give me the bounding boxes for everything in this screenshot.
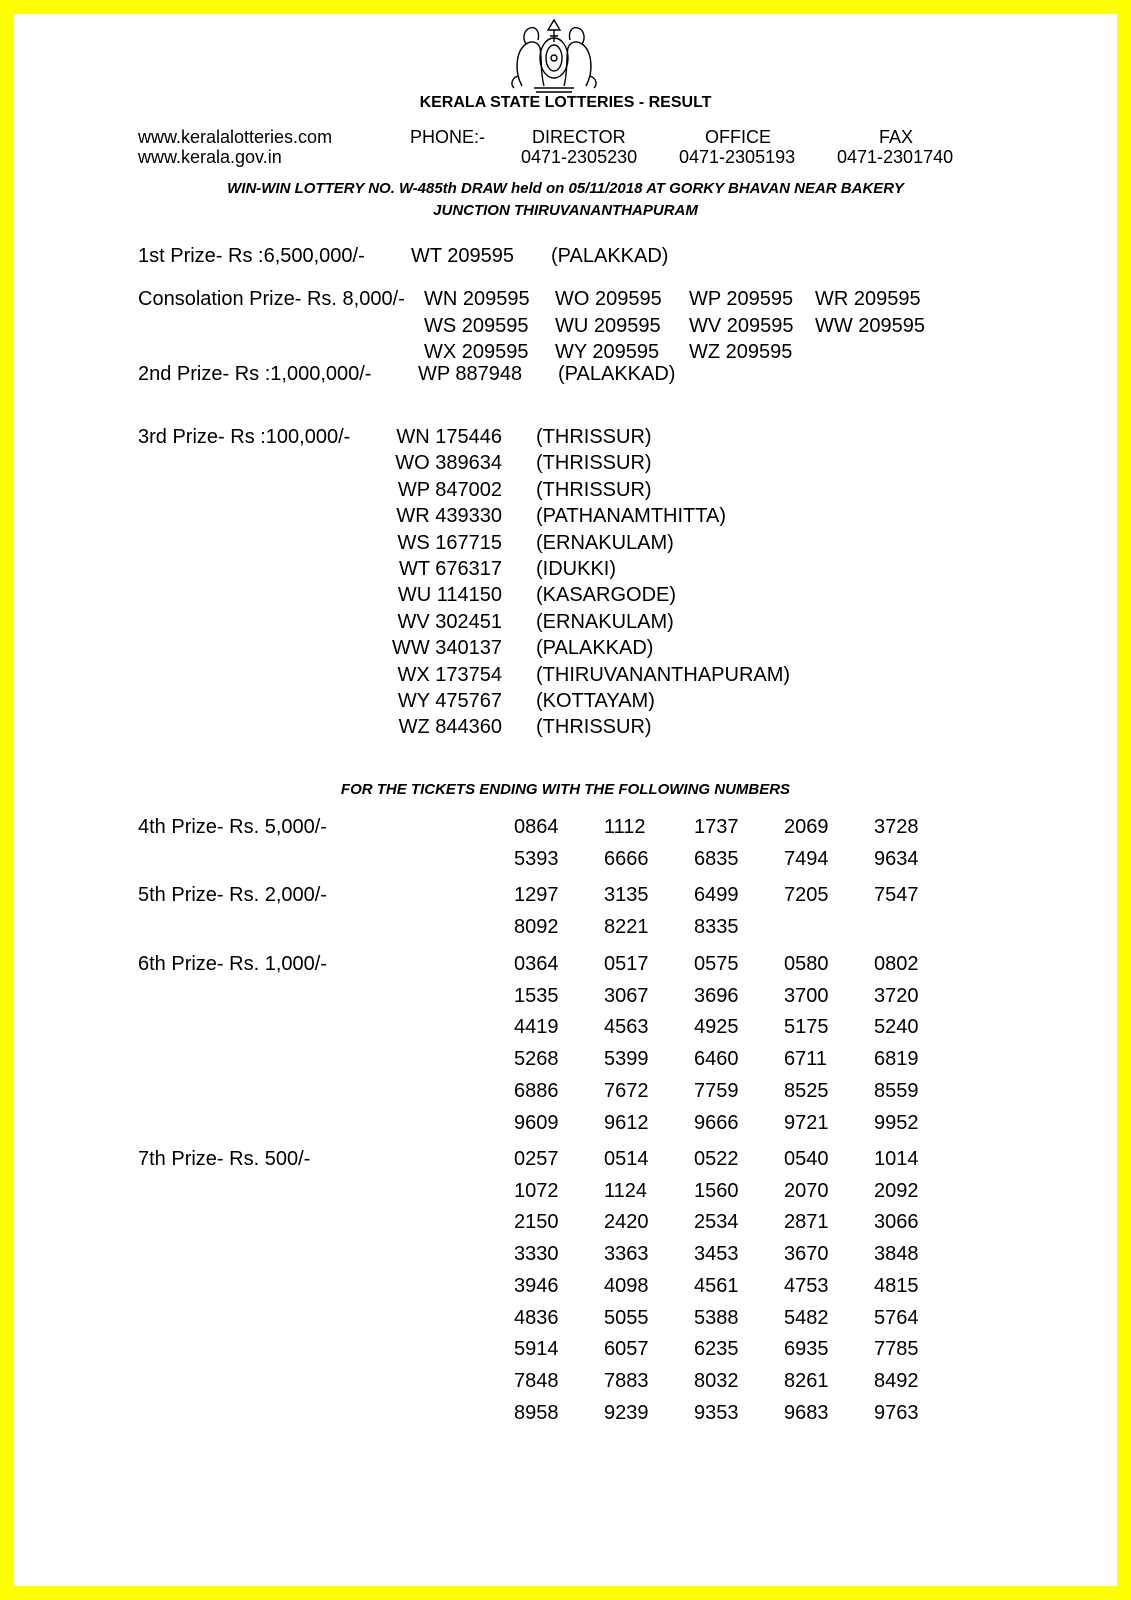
winning-number: 5388 xyxy=(694,1306,739,1329)
third-prize-ticket: WY 475767 xyxy=(397,690,502,712)
fax-phone: 0471-2301740 xyxy=(837,147,954,167)
winning-number: 3670 xyxy=(784,1243,829,1266)
first-prize-place: (PALAKKAD) xyxy=(551,245,669,267)
winning-number: 3696 xyxy=(694,984,739,1007)
second-prize-place: (PALAKKAD) xyxy=(558,363,676,385)
winning-number: 4563 xyxy=(604,1016,649,1039)
third-prize-ticket: WT 676317 xyxy=(398,558,502,580)
third-prize-place: (KASARGODE) xyxy=(536,584,677,607)
winning-number: 0802 xyxy=(874,953,919,975)
winning-number: 6935 xyxy=(784,1338,829,1361)
ending-numbers-heading: FOR THE TICKETS ENDING WITH THE FOLLOWING NUMBERS xyxy=(340,781,791,798)
third-prize-place: (THRISSUR) xyxy=(536,426,652,448)
winning-number: 5482 xyxy=(784,1306,829,1329)
winning-number: 1297 xyxy=(514,884,559,906)
draw-info-line-2: JUNCTION THIRUVANANTHAPURAM xyxy=(433,202,698,219)
winning-number: 9634 xyxy=(874,847,919,870)
winning-number: 5393 xyxy=(514,847,559,870)
winning-number: 1560 xyxy=(694,1179,739,1202)
winning-number: 5240 xyxy=(874,1016,919,1039)
winning-number: 6835 xyxy=(694,847,739,870)
winning-number: 8492 xyxy=(874,1369,919,1392)
winning-number: 9353 xyxy=(694,1401,739,1424)
winning-number: 7883 xyxy=(604,1369,649,1392)
third-prize-place: (THRISSUR) xyxy=(536,452,652,475)
winning-number: 3700 xyxy=(784,984,829,1007)
winning-number: 8221 xyxy=(604,915,649,938)
prize-label: 4th Prize- Rs. 5,000/- xyxy=(138,816,327,838)
winning-number: 5764 xyxy=(874,1306,919,1329)
consolation-prize-label: Consolation Prize- Rs. 8,000/- xyxy=(138,288,405,310)
winning-number: 3067 xyxy=(604,984,649,1007)
result-sheet xyxy=(14,14,1117,1586)
third-prize-place: (THIRUVANANTHAPURAM) xyxy=(536,663,791,686)
third-prize-place: (THRISSUR) xyxy=(536,478,652,501)
winning-number: 7547 xyxy=(874,884,919,906)
prize-label: 7th Prize- Rs. 500/- xyxy=(138,1148,311,1170)
third-prize-place: (ERNAKULAM) xyxy=(536,531,674,554)
winning-number: 4753 xyxy=(784,1274,829,1297)
winning-number: 9952 xyxy=(874,1111,919,1134)
winning-number: 8525 xyxy=(784,1079,829,1102)
winning-number: 7785 xyxy=(874,1338,919,1361)
consolation-ticket: WP 209595 xyxy=(689,288,794,310)
first-prize-ticket: WT 209595 xyxy=(411,245,515,267)
winning-number: 4098 xyxy=(604,1274,649,1297)
consolation-ticket: WV 209595 xyxy=(689,315,794,337)
office-label: OFFICE xyxy=(705,127,771,147)
third-prize-ticket: WN 175446 xyxy=(396,426,502,448)
winning-number: 9239 xyxy=(604,1401,649,1424)
winning-number: 9666 xyxy=(694,1111,739,1134)
page-title: KERALA STATE LOTTERIES - RESULT xyxy=(419,94,712,111)
third-prize-place: (PATHANAMTHITTA) xyxy=(536,505,726,528)
winning-number: 0514 xyxy=(604,1148,649,1170)
winning-number: 6886 xyxy=(514,1079,559,1102)
winning-number: 2092 xyxy=(874,1179,919,1202)
draw-info-line-1: WIN-WIN LOTTERY NO. W-485th DRAW held on 05/11/2018 AT GORKY BHAVAN NEAR BAKERY xyxy=(227,180,904,197)
first-prize-label: 1st Prize- Rs :6,500,000/- xyxy=(138,245,365,267)
fax-label: FAX xyxy=(879,127,914,147)
winning-number: 6460 xyxy=(694,1048,739,1071)
winning-number: 4836 xyxy=(514,1306,559,1329)
winning-number: 6666 xyxy=(604,847,649,870)
consolation-ticket: WY 209595 xyxy=(555,341,660,363)
winning-number: 9683 xyxy=(784,1401,829,1424)
winning-number: 0364 xyxy=(514,953,559,975)
winning-number: 6819 xyxy=(874,1048,919,1071)
winning-number: 1124 xyxy=(604,1179,648,1202)
winning-number: 0575 xyxy=(694,953,739,975)
consolation-ticket: WO 209595 xyxy=(555,288,662,310)
third-prize-ticket: WZ 844360 xyxy=(398,716,502,739)
winning-number: 0864 xyxy=(514,816,559,838)
winning-number: 8032 xyxy=(694,1369,739,1392)
website-link-2[interactable]: www.kerala.gov.in xyxy=(138,147,282,167)
consolation-ticket: WZ 209595 xyxy=(689,341,793,363)
winning-number: 4419 xyxy=(514,1016,559,1039)
winning-number: 7205 xyxy=(784,884,829,906)
winning-number: 6499 xyxy=(694,884,739,906)
winning-number: 9721 xyxy=(784,1111,829,1134)
third-prize-label: 3rd Prize- Rs :100,000/- xyxy=(138,426,351,448)
winning-number: 2420 xyxy=(604,1211,649,1234)
third-prize-ticket: WV 302451 xyxy=(397,610,502,633)
winning-number: 3135 xyxy=(604,884,649,906)
winning-number: 8958 xyxy=(514,1401,559,1424)
third-prize-ticket: WO 389634 xyxy=(395,452,502,475)
winning-number: 5055 xyxy=(604,1306,649,1329)
winning-number: 2150 xyxy=(514,1211,559,1234)
third-prize-place: (PALAKKAD) xyxy=(536,637,654,660)
winning-number: 3330 xyxy=(514,1243,559,1266)
third-prize-ticket: WR 439330 xyxy=(396,505,502,528)
phone-label: PHONE:- xyxy=(410,127,486,147)
winning-number: 3363 xyxy=(604,1243,649,1266)
winning-number: 7494 xyxy=(784,847,829,870)
winning-number: 7848 xyxy=(514,1369,559,1392)
winning-number: 3453 xyxy=(694,1243,739,1266)
winning-number: 2534 xyxy=(694,1211,739,1234)
third-prize-ticket: WW 340137 xyxy=(391,637,502,660)
winning-number: 6711 xyxy=(784,1048,828,1071)
winning-number: 9612 xyxy=(604,1111,649,1134)
prize-label: 5th Prize- Rs. 2,000/- xyxy=(138,884,327,906)
consolation-ticket: WN 209595 xyxy=(424,288,530,310)
consolation-ticket: WW 209595 xyxy=(815,315,926,337)
winning-number: 1535 xyxy=(514,984,559,1007)
director-label: DIRECTOR xyxy=(532,127,626,147)
winning-number: 1072 xyxy=(514,1179,559,1202)
winning-number: 7672 xyxy=(604,1079,649,1102)
winning-number: 5268 xyxy=(514,1048,559,1071)
winning-number: 2069 xyxy=(784,816,829,838)
winning-number: 4815 xyxy=(874,1274,919,1297)
winning-number: 4925 xyxy=(694,1016,739,1039)
third-prize-place: (THRISSUR) xyxy=(536,716,652,739)
consolation-ticket: WS 209595 xyxy=(424,315,529,337)
winning-number: 0517 xyxy=(604,953,649,975)
winning-number: 0522 xyxy=(694,1148,739,1170)
winning-number: 3946 xyxy=(514,1274,559,1297)
third-prize-ticket: WP 847002 xyxy=(397,478,502,501)
winning-number: 9763 xyxy=(874,1401,919,1424)
winning-number: 0257 xyxy=(514,1148,559,1170)
winning-number: 2070 xyxy=(784,1179,829,1202)
winning-number: 3720 xyxy=(874,984,919,1007)
third-prize-place: (KOTTAYAM) xyxy=(536,690,655,712)
third-prize-ticket: WX 173754 xyxy=(397,663,502,686)
website-link-1[interactable]: www.keralalotteries.com xyxy=(138,127,333,147)
winning-number: 3066 xyxy=(874,1211,919,1234)
third-prize-ticket: WS 167715 xyxy=(397,531,502,554)
winning-number: 1112 xyxy=(604,816,646,838)
second-prize-ticket: WP 887948 xyxy=(418,363,523,385)
consolation-ticket: WR 209595 xyxy=(815,288,921,310)
winning-number: 8559 xyxy=(874,1079,919,1102)
winning-number: 6057 xyxy=(604,1338,649,1361)
kerala-emblem-icon xyxy=(504,16,604,96)
third-prize-ticket: WU 114150 xyxy=(397,584,502,607)
winning-number: 1737 xyxy=(694,816,739,838)
director-phone: 0471-2305230 xyxy=(521,147,638,167)
winning-number: 8335 xyxy=(694,915,739,938)
winning-number: 8261 xyxy=(784,1369,829,1392)
consolation-ticket: WX 209595 xyxy=(424,341,529,363)
office-phone: 0471-2305193 xyxy=(679,147,796,167)
winning-number: 5175 xyxy=(784,1016,829,1039)
winning-number: 3848 xyxy=(874,1243,919,1266)
third-prize-place: (IDUKKI) xyxy=(536,558,616,580)
winning-number: 5914 xyxy=(514,1338,559,1361)
winning-number: 5399 xyxy=(604,1048,649,1071)
third-prize-place: (ERNAKULAM) xyxy=(536,610,674,633)
winning-number: 9609 xyxy=(514,1111,559,1134)
winning-number: 8092 xyxy=(514,915,559,938)
winning-number: 2871 xyxy=(784,1211,829,1234)
prize-label: 6th Prize- Rs. 1,000/- xyxy=(138,953,327,975)
winning-number: 3728 xyxy=(874,816,919,838)
winning-number: 0580 xyxy=(784,953,829,975)
winning-number: 7759 xyxy=(694,1079,739,1102)
winning-number: 6235 xyxy=(694,1338,739,1361)
winning-number: 1014 xyxy=(874,1148,919,1170)
second-prize-label: 2nd Prize- Rs :1,000,000/- xyxy=(138,363,372,385)
consolation-ticket: WU 209595 xyxy=(555,315,661,337)
winning-number: 4561 xyxy=(694,1274,739,1297)
winning-number: 0540 xyxy=(784,1148,829,1170)
